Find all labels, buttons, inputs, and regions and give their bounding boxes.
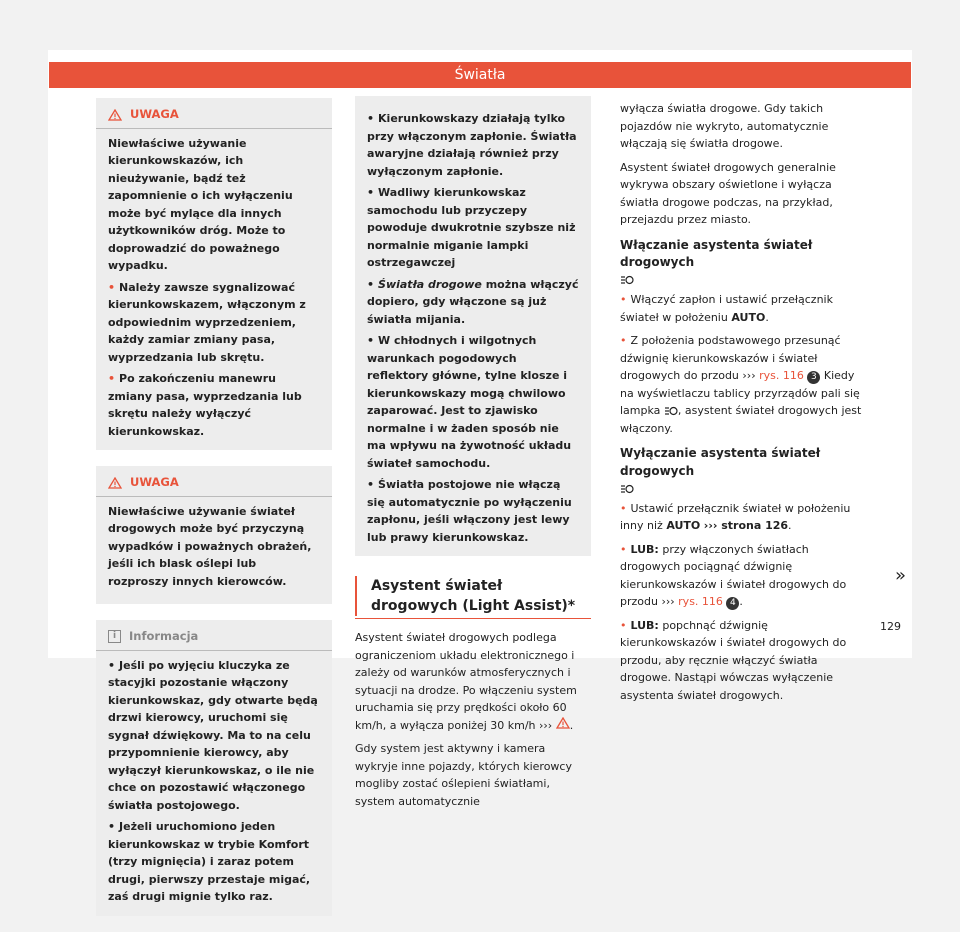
subheading: Włączanie asystenta świateł drogowych [620, 237, 862, 290]
continue-marker: » [894, 565, 906, 586]
paragraph: Asystent świateł drogowych generalnie wykrywa obszary oświetlone i wyłącza światła drogowe podczas, na przykład, przejazdu przez miasto. [620, 160, 836, 226]
info-icon: i [108, 630, 121, 643]
figure-link[interactable]: rys. 116 [678, 595, 723, 608]
column-3 [620, 100, 862, 710]
paragraph: Asystent świateł drogowych podlega ograniczeniom układu elektronicznego i zależy od warunków atmosferycznych i sytuacji na drodze. Po włączeniu system uruchamia się przy prędkości około 60 km/h, a wyłącza poniżej 30 km/h ››› . [355, 631, 577, 732]
warning-bullet: • Po zakończeniu manewru zmiany pasa, wyprzedzania lub skrętu należy wyłączyć kierunkowskaz. [108, 372, 302, 438]
section-title: Asystent świateł drogowych (Light Assist)* [355, 576, 591, 616]
warning-title: UWAGA [130, 107, 179, 121]
warning-text: Niewłaściwe używanie kierunkowskazów, ich nieużywanie, bądź też zapomnienie o ich wyłączeniu może być mylące dla innych użytkowników dróg. Może to doprowadzić do poważnego wypadku. [108, 136, 293, 272]
bullet: • LUB: popchnąć dźwignię kierunkowskazów i świateł drogowych do przodu, aby ręcznie włączyć światła drogowe. Nastąpi wówczas wyłączenie asystenta świateł drogowych. [620, 618, 847, 702]
info-box-continued [355, 96, 591, 556]
warning-head [96, 106, 332, 129]
bullet: • LUB: przy włączonych światłach drogowych pociągnąć dźwignię kierunkowskazów i świateł drogowych do przodu ››› rys. 116 4 . [620, 542, 847, 608]
page-header: Światła [49, 62, 911, 88]
bullet: • Ustawić przełącznik świateł w położeniu inny niż AUTO ››› strona 126. [620, 501, 851, 532]
warning-icon [108, 109, 122, 121]
warning-title: UWAGA [130, 475, 179, 489]
high-beam-assist-icon [620, 274, 634, 286]
section-rule [355, 618, 591, 619]
warning-box-2 [96, 466, 332, 604]
bullet: • Z położenia podstawowego przesunąć dźwignię kierunkowskazów i świateł drogowych do przodu ››› rys. 116 3 Kiedy na wyświetlaczu tablicy przyrządów pali się lampka , asystent świateł drogowych jest włączony. [620, 334, 862, 435]
column-2 [355, 96, 591, 816]
warning-bullet: • Należy zawsze sygnalizować kierunkowskazem, włączonym z odpowiednim wyprzedzeniem, każdy zamiar zmiany pasa, wyprzedzania lub skrętu. [108, 280, 306, 364]
auto-label: AUTO [731, 310, 766, 324]
info-bullet: • Światła postojowe nie włączą się automatycznie po wyłączeniu zapłonu, jeśli włączony jest lewy lub prawy kierunkowskaz. [367, 478, 572, 544]
callout-number: 3 [807, 371, 820, 384]
column-1 [96, 98, 332, 932]
paragraph: Gdy system jest aktywny i kamera wykryje inne pojazdy, których kierowcy mogliby zostać oślepieni światłami, system automatycznie [355, 742, 572, 808]
auto-label: AUTO [666, 519, 701, 532]
bullet: • Włączyć zapłon i ustawić przełącznik świateł w położeniu AUTO. [620, 293, 833, 324]
high-beam-assist-icon [664, 405, 678, 417]
figure-link[interactable]: rys. 116 [759, 369, 804, 382]
info-bullet: • W chłodnych i wilgotnych warunkach pogodowych reflektory główne, tylne klosze i kierunkowskazy mogą chwilowo zaparować. Jest to zjawisko normalne i w żaden sposób nie ma wpływu na żywotność układu świateł samochodu. [367, 334, 572, 470]
warning-head [96, 474, 332, 497]
info-title: Informacja [129, 629, 199, 643]
info-bullet: • Kierunkowskazy działają tylko przy włączonym zapłonie. Światła awaryjne działają również przy wyłączonym zapłonie. [367, 112, 577, 178]
info-bullet: • Wadliwy kierunkowskaz samochodu lub przyczepy powoduje dwukrotnie szybsze niż normalnie miganie lampki ostrzegawczej [367, 186, 576, 269]
info-head [96, 628, 332, 651]
info-box [96, 620, 332, 916]
warning-text: Niewłaściwe używanie świateł drogowych może być przyczyną wypadków i poważnych obrażeń, jeśli ich blask oślepi lub rozproszy innych kierowców. [108, 504, 312, 588]
warning-icon [108, 477, 122, 489]
page-reference[interactable]: ››› strona 126 [703, 519, 789, 532]
info-bullet: • Jeżeli uruchomiono jeden kierunkowskaz w trybie Komfort (trzy mignięcia) i zaraz potem drugi, pierwszy przestaje migać, zaś drugi mignie tylko raz. [108, 820, 311, 903]
subheading: Wyłączanie asystenta świateł drogowych [620, 445, 862, 498]
callout-number: 4 [726, 597, 739, 610]
warning-box-1 [96, 98, 332, 450]
warning-icon[interactable] [556, 717, 570, 729]
italic-term: Światła drogowe [378, 277, 482, 291]
info-bullet: • Światła drogowe można włączyć dopiero, gdy włączone są już światła mijania. [367, 277, 579, 326]
info-bullet: • Jeśli po wyjęciu kluczyka ze stacyjki pozostanie włączony kierunkowskaz, gdy otwarte będą drzwi kierowcy, uruchomi się sygnał dźwiękowy. Ma to na celu przypomnienie kierowcy, aby wyłączył kierunkowskaz, o ile nie chce on pozostawić włączonego światła postojowego. [108, 658, 318, 812]
paragraph: wyłącza światła drogowe. Gdy takich pojazdów nie wykryto, automatycznie włączają się światła drogowe. [620, 102, 829, 150]
high-beam-assist-icon [620, 483, 634, 495]
page-number: 129 [880, 620, 901, 633]
